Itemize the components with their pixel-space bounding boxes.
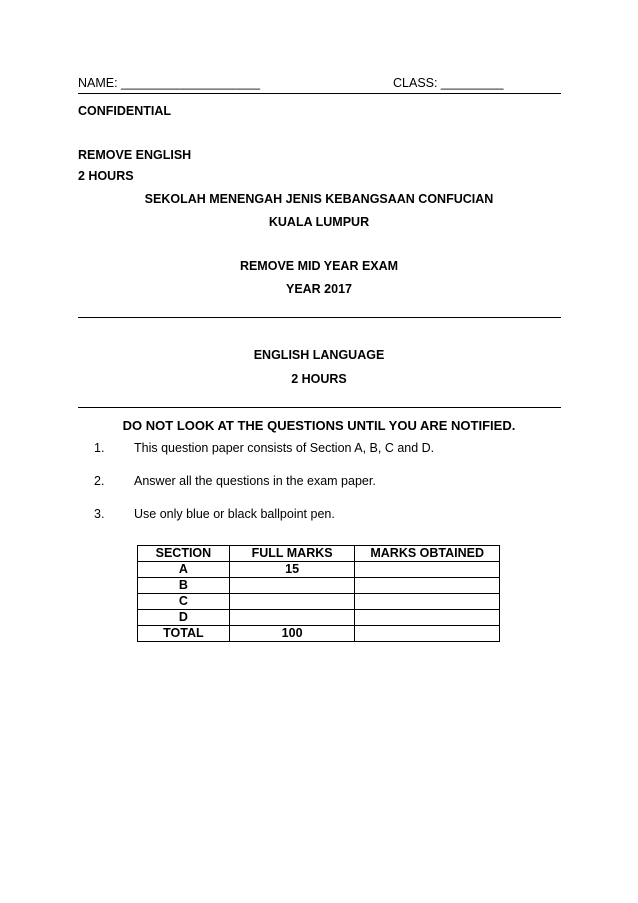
full-marks-cell — [229, 578, 355, 594]
table-row — [138, 562, 500, 578]
marks-obtained-cell[interactable] — [355, 562, 500, 578]
paper-duration: 2 HOURS — [291, 372, 347, 386]
table-row — [138, 610, 500, 626]
instruction-text: Answer all the questions in the exam paper. — [134, 474, 376, 488]
full-marks-cell — [229, 610, 355, 626]
section-cell: B — [138, 578, 230, 594]
paper-title: ENGLISH LANGUAGE — [253, 348, 385, 362]
section-cell: D — [138, 610, 230, 626]
school-city: KUALA LUMPUR — [268, 215, 370, 229]
instruction-number: 2. — [94, 474, 105, 488]
instruction-number: 1. — [94, 441, 105, 455]
header-full-marks: FULL MARKS — [229, 546, 355, 562]
section-rule-2 — [78, 407, 561, 408]
marks-table — [137, 545, 500, 642]
table-row — [138, 594, 500, 610]
marks-obtained-cell[interactable] — [355, 594, 500, 610]
duration-top: 2 HOURS — [78, 169, 134, 183]
full-marks-cell: 15 — [229, 562, 355, 578]
school-name: SEKOLAH MENENGAH JENIS KEBANGSAAN CONFUCIAN — [144, 192, 494, 206]
table-row — [138, 578, 500, 594]
header-rule — [78, 93, 561, 94]
full-marks-cell: 100 — [229, 626, 355, 642]
class-field[interactable]: CLASS: _________ — [393, 76, 504, 90]
instruction-text: Use only blue or black ballpoint pen. — [134, 507, 335, 521]
section-cell: A — [138, 562, 230, 578]
name-field[interactable]: NAME: ____________________ — [78, 76, 261, 90]
instruction-text: This question paper consists of Section A, B, C and D. — [134, 441, 435, 455]
table-row-total — [138, 626, 500, 642]
section-cell: TOTAL — [138, 626, 230, 642]
exam-year: YEAR 2017 — [285, 282, 352, 296]
section-rule-1 — [78, 317, 561, 318]
instruction-number: 3. — [94, 507, 105, 521]
table-header-row — [138, 546, 500, 562]
header-section: SECTION — [138, 546, 230, 562]
confidential-label: CONFIDENTIAL — [78, 104, 172, 118]
full-marks-cell — [229, 594, 355, 610]
exam-title: REMOVE MID YEAR EXAM — [239, 259, 399, 273]
subject-code: REMOVE ENGLISH — [78, 148, 192, 162]
section-cell: C — [138, 594, 230, 610]
marks-obtained-cell[interactable] — [355, 610, 500, 626]
marks-obtained-cell[interactable] — [355, 578, 500, 594]
marks-obtained-cell[interactable] — [355, 626, 500, 642]
header-marks-obtained: MARKS OBTAINED — [355, 546, 500, 562]
warning-text: DO NOT LOOK AT THE QUESTIONS UNTIL YOU ARE NOTIFIED. — [122, 418, 516, 433]
